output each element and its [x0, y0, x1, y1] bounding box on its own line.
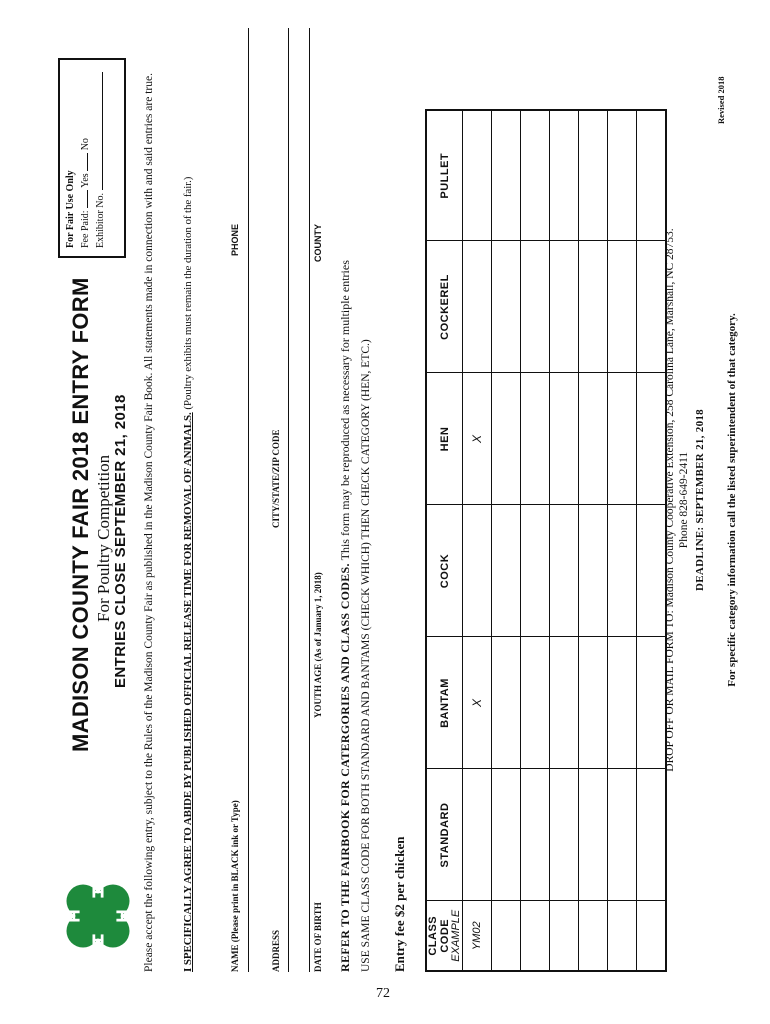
- entry-cell[interactable]: [579, 110, 608, 241]
- example-pullet: [463, 110, 492, 241]
- entry-cell[interactable]: [608, 241, 637, 373]
- class-code-example-label: EXAMPLE: [450, 909, 462, 962]
- fee-paid-no-blank[interactable]: [77, 153, 88, 171]
- table-row: [637, 110, 667, 971]
- county-field-label: COUNTY: [313, 224, 323, 262]
- entry-cell[interactable]: [492, 637, 521, 769]
- entry-cell[interactable]: [492, 505, 521, 637]
- table-row: [521, 110, 550, 971]
- pullet-header: PULLET: [426, 110, 463, 241]
- example-bantam-mark: X: [463, 637, 492, 769]
- address-field-label: ADDRESS: [271, 929, 281, 972]
- entry-cell[interactable]: [492, 110, 521, 241]
- class-code-header: [426, 901, 463, 971]
- table-row: [550, 110, 579, 971]
- entry-cell[interactable]: [608, 637, 637, 769]
- fee-paid-row: [77, 68, 92, 248]
- entry-cell[interactable]: [637, 769, 667, 901]
- entry-cell[interactable]: [579, 901, 608, 971]
- entry-cell[interactable]: [521, 110, 550, 241]
- entry-cell[interactable]: [637, 637, 667, 769]
- entry-cell[interactable]: [521, 241, 550, 373]
- table-header-row: [426, 110, 463, 971]
- entry-cell[interactable]: [550, 505, 579, 637]
- drop-off-address: DROP OFF OR MAIL FORM TO: Madison County Cooperative Extension, 258 Carolina Lane, Marshall, NC 28753.: [664, 228, 676, 772]
- table-row: [463, 110, 492, 971]
- class-code-instructions: USE SAME CLASS CODE FOR BOTH STANDARD AND BANTAMS (CHECK WHICH) THEN CHECK CATEGORY (HEN, ETC.): [360, 339, 372, 972]
- entry-cell[interactable]: [492, 901, 521, 971]
- revised-note: Revised 2018: [716, 76, 726, 124]
- hen-header: HEN: [426, 373, 463, 505]
- youth-age-field-label: YOUTH AGE (As of January 1, 2018): [313, 572, 323, 718]
- entry-table: [425, 109, 667, 972]
- entry-cell[interactable]: [550, 110, 579, 241]
- entry-cell[interactable]: [521, 901, 550, 971]
- refer-instructions-rest: This form may be reproduced as necessary for multiple entries: [338, 260, 352, 561]
- example-hen-mark: X: [463, 373, 492, 505]
- dob-line[interactable]: [309, 28, 310, 972]
- office-phone: Phone 828-649-2411: [678, 451, 690, 549]
- entry-cell[interactable]: [637, 901, 667, 971]
- entry-cell[interactable]: [521, 769, 550, 901]
- entry-cell[interactable]: [521, 505, 550, 637]
- entry-fee-note: Entry fee $2 per chicken: [392, 836, 407, 972]
- example-class-code: YM02: [463, 901, 492, 971]
- refer-instructions-bold: REFER TO THE FAIRBOOK FOR CATERGORIES AND CLASS CODES.: [338, 563, 352, 972]
- four-h-clover-logo-icon: [52, 870, 144, 962]
- entry-cell[interactable]: [521, 637, 550, 769]
- entry-cell[interactable]: [492, 241, 521, 373]
- standard-header: STANDARD: [426, 769, 463, 901]
- entry-cell[interactable]: [579, 769, 608, 901]
- entry-cell[interactable]: [492, 373, 521, 505]
- cockerel-header: COCKEREL: [426, 241, 463, 373]
- agree-statement: [182, 32, 194, 972]
- table-row: [492, 110, 521, 971]
- refer-instructions: [338, 28, 353, 972]
- entry-cell[interactable]: [521, 373, 550, 505]
- table-row: [608, 110, 637, 971]
- bantam-header: BANTAM: [426, 637, 463, 769]
- entry-cell[interactable]: [637, 373, 667, 505]
- name-phone-line[interactable]: [248, 28, 249, 972]
- entry-cell[interactable]: [550, 241, 579, 373]
- entry-cell[interactable]: [579, 241, 608, 373]
- city-state-zip-field-label: CITY/STATE/ZIP CODE: [271, 429, 281, 528]
- table-row: [579, 110, 608, 971]
- entry-cell[interactable]: [550, 901, 579, 971]
- entry-cell[interactable]: [550, 769, 579, 901]
- form-title: MADISON COUNTY FAIR 2018 ENTRY FORM: [68, 277, 93, 752]
- entry-cell[interactable]: [608, 110, 637, 241]
- entry-cell[interactable]: [608, 373, 637, 505]
- specific-category-info: For specific category information call the listed superintendent of that category.: [726, 313, 738, 687]
- entry-cell[interactable]: [579, 373, 608, 505]
- fee-paid-no-label: No: [80, 138, 91, 151]
- cock-header: COCK: [426, 505, 463, 637]
- address-line[interactable]: [288, 28, 289, 972]
- fair-use-title: For Fair Use Only: [65, 170, 76, 248]
- form-subtitle: For Poultry Competition: [94, 454, 113, 622]
- entry-cell[interactable]: [550, 637, 579, 769]
- class-code-header-label: CLASS CODE: [427, 915, 451, 956]
- agree-statement-main: I SPECIFICALLY AGREE TO ABIDE BY PUBLISHED OFFICIAL RELEASE TIME FOR REMOVAL OF ANIMALS.: [182, 412, 194, 972]
- deadline-note: DEADLINE: SEPTEMBER 21, 2018: [694, 409, 706, 591]
- exhibitor-row: [92, 68, 107, 248]
- entries-close-date: ENTRIES CLOSE SEPTEMBER 21, 2018: [112, 394, 129, 688]
- exhibitor-number-blank[interactable]: [92, 73, 103, 191]
- fair-use-only-box: [58, 58, 126, 258]
- date-of-birth-field-label: DATE OF BIRTH: [313, 902, 323, 972]
- example-standard: [463, 769, 492, 901]
- fee-paid-label: Fee Paid:: [80, 210, 91, 248]
- entry-cell[interactable]: [579, 637, 608, 769]
- agree-statement-note: (Poultry exhibits must remain the duration of the fair.): [182, 176, 194, 410]
- name-field-label: NAME (Please print in BLACK ink or Type): [230, 800, 240, 972]
- entry-cell[interactable]: [608, 901, 637, 971]
- phone-field-label: PHONE: [230, 223, 240, 256]
- entry-cell[interactable]: [550, 373, 579, 505]
- exhibitor-number-label: Exhibitor No.: [95, 193, 106, 248]
- entry-cell[interactable]: [579, 505, 608, 637]
- fee-paid-yes-blank[interactable]: [77, 190, 88, 208]
- entry-cell[interactable]: [637, 505, 667, 637]
- entry-cell[interactable]: [492, 769, 521, 901]
- entry-cell[interactable]: [637, 241, 667, 373]
- entry-cell[interactable]: [608, 769, 637, 901]
- fee-paid-yes-label: Yes: [80, 173, 91, 188]
- entry-cell[interactable]: [637, 110, 667, 241]
- entry-cell[interactable]: [608, 505, 637, 637]
- accept-statement: Please accept the following entry, subject to the Rules of the Madison County Fair as published in the Madison County Fair Book. All statements made in connection with and said entries are true.: [143, 73, 155, 972]
- example-cock: [463, 505, 492, 637]
- page-number: 72: [376, 986, 390, 1001]
- example-cockerel: [463, 241, 492, 373]
